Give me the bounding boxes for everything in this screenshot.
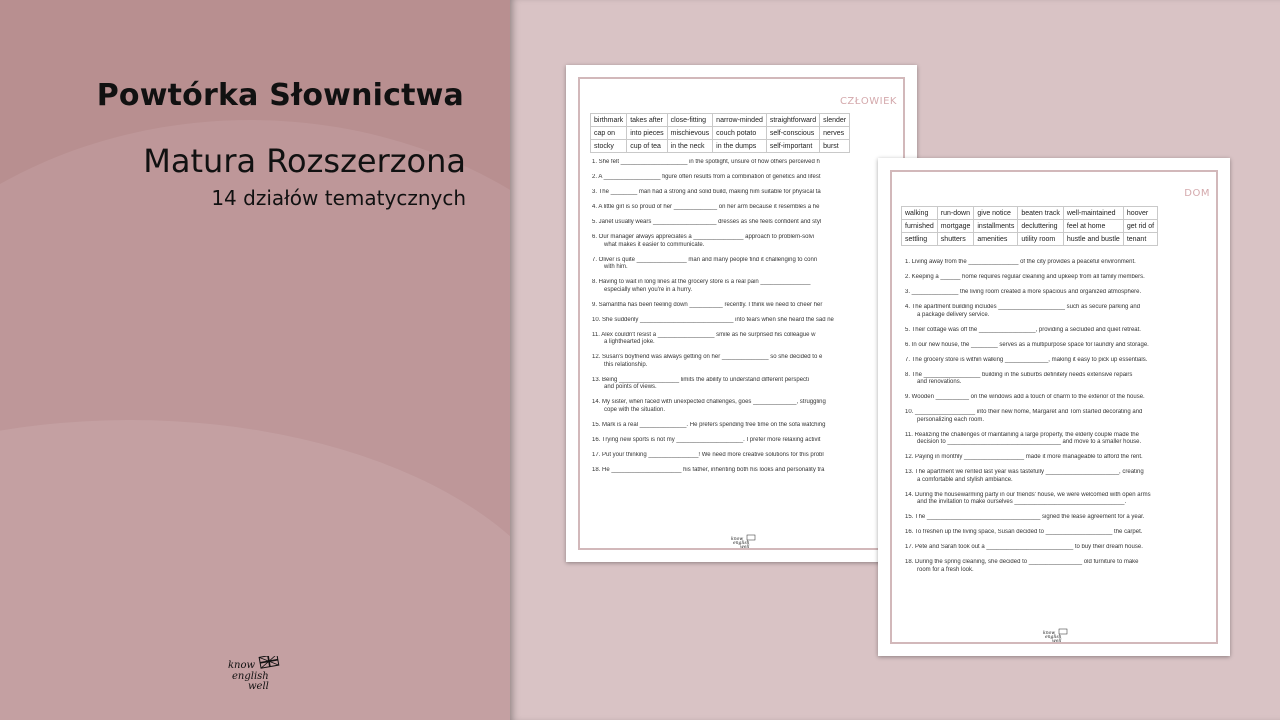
exercise-line: what makes it easier to communicate. (604, 241, 705, 248)
exercise-item (905, 274, 1215, 282)
vocabulary-word: hustle and bustle (1063, 233, 1123, 246)
exercise-item (592, 219, 904, 227)
vocabulary-word: well-maintained (1063, 207, 1123, 220)
exercise-line: and renovations. (917, 379, 962, 385)
vocabulary-word: get rid of (1123, 220, 1157, 233)
exercise-item (905, 454, 1215, 462)
vocabulary-word: decluttering (1018, 220, 1064, 233)
exercise-list (592, 159, 904, 482)
exercise-line: room for a fresh look. (917, 566, 974, 573)
exercise-item (592, 332, 904, 347)
page-title: Powtórka Słownictwa (96, 78, 464, 113)
exercise-line: 5. Janet usually wears ___________________ dresses as she feels confident and styl (592, 219, 822, 225)
exercise-line: 17. Put your thinking _______________! We need more creative solutions for this probl (592, 451, 824, 458)
exercise-item (905, 544, 1215, 552)
exercise-item (592, 452, 904, 460)
vocabulary-word: mischievous (667, 127, 713, 140)
exercise-item (905, 304, 1215, 319)
exercise-item (592, 399, 904, 414)
vocabulary-word: close-fitting (667, 114, 713, 127)
exercise-line: 18. During the spring cleaning, she decided to ________________ old furniture to make (905, 559, 1139, 565)
vocabulary-word: stocky (591, 140, 627, 153)
exercise-line: 9. Wooden __________ on the windows add a touch of charm to the exterior of the house. (905, 394, 1145, 400)
svg-text:know: know (228, 660, 256, 671)
exercise-line: 4. A little girl is so proud of her _____________ on her arm because it resembles a he (592, 204, 820, 210)
exercise-item (905, 469, 1215, 484)
svg-text:well: well (1052, 639, 1062, 642)
exercise-line: 18. He _____________________ his father, inheriting both his looks and personality tra (592, 466, 825, 473)
vocabulary-word: utility room (1018, 233, 1064, 246)
exercise-line: 1. Living away from the _______________ of the city provides a peaceful environment. (905, 259, 1136, 265)
exercise-item (905, 357, 1215, 365)
vocabulary-word: into pieces (627, 127, 667, 140)
vocabulary-word: cup of tea (627, 140, 667, 153)
exercise-line: 13. The apartment we rented last year was tastefully ______________________, creating (905, 469, 1144, 475)
vocabulary-table (590, 113, 850, 153)
exercise-line: 15. The __________________________________ signed the lease agreement for a year. (905, 514, 1145, 520)
page-tagline: 14 działów tematycznych (211, 186, 466, 210)
exercise-item (905, 432, 1215, 447)
exercise-line: 17. Pete and Sarah took out a __________________________ to buy their dream house. (905, 544, 1143, 550)
exercise-line: 2. Keeping a ______ home requires regular cleaning and upkeep from all family members. (905, 274, 1145, 280)
exercise-line: 16. To freshen up the living space, Susan decided to ____________________ the carpet. (905, 529, 1143, 535)
vocabulary-word: in the neck (667, 140, 713, 153)
exercise-line: 2. A _________________ figure often results from a combination of genetics and lifest (592, 174, 821, 180)
exercise-line: 1. She felt ____________________ in the spotlight, unsure of how others perceived h (592, 159, 820, 165)
exercise-line: and the invitation to make ourselves _________________________________. (917, 499, 1127, 505)
vocabulary-row (902, 233, 1158, 246)
exercise-list (905, 259, 1215, 582)
svg-text:know: know (731, 537, 744, 542)
vocabulary-word: in the dumps (713, 140, 767, 153)
exercise-item (592, 354, 904, 369)
exercise-item (905, 409, 1215, 424)
vocabulary-word: tenant (1123, 233, 1157, 246)
worksheet-title: CZŁOWIEK (839, 96, 897, 107)
exercise-line: 6. In our new house, the ________ serves as a multipurpose space for laundry and storage. (905, 341, 1149, 348)
worksheet-title: DOM (1184, 188, 1210, 199)
exercise-line: decision to __________________________________ and move to a smaller house. (917, 439, 1142, 445)
exercise-line: 3. ______________ the living room created a more spacious and organized atmosphere. (905, 289, 1142, 295)
exercise-line: a comfortable and stylish ambiance. (917, 476, 1013, 483)
exercise-item (905, 529, 1215, 537)
worksheet-czlowiek (566, 65, 917, 562)
vocabulary-word: installments (974, 220, 1018, 233)
vocabulary-row (591, 127, 850, 140)
exercise-line: 13. Being __________________ limits the ability to understand different perspecti (592, 376, 810, 383)
vocabulary-row (902, 220, 1158, 233)
exercise-item (592, 437, 904, 445)
exercise-item (592, 422, 904, 430)
exercise-item (905, 259, 1215, 267)
exercise-line: 4. The apartment building includes ____________________ such as secure parking and (905, 304, 1141, 310)
exercise-line: 8. Having to wait in long lines at the grocery store is a real pain _______________ (592, 279, 811, 285)
vocabulary-word: shutters (937, 233, 974, 246)
exercise-item (592, 234, 904, 249)
exercise-item (592, 189, 904, 197)
svg-text:well: well (740, 545, 750, 548)
exercise-line: 10. __________________ into their new home, Margaret and Tom started decorating and (905, 409, 1143, 415)
exercise-line: 14. My sister, when faced with unexpected challenges, goes _____________, struggling (592, 399, 826, 405)
exercise-line: this relationship. (604, 361, 648, 368)
exercise-line: cope with the situation. (604, 406, 666, 413)
exercise-line: 5. Their cottage was off the _________________, providing a secluded and quiet retreat. (905, 326, 1141, 333)
exercise-item (905, 394, 1215, 402)
exercise-line: 7. The grocery store is within walking _____________, making it easy to pick up essentials. (905, 356, 1148, 363)
exercise-line: 11. Realizing the challenges of maintaining a large property, the elderly couple made the (905, 431, 1139, 438)
vocabulary-word: slender (820, 114, 850, 127)
exercise-item (592, 467, 904, 475)
exercise-line: with him. (604, 264, 628, 270)
exercise-item (592, 317, 904, 325)
vocabulary-word: self-important (766, 140, 819, 153)
vocabulary-word: cap on (591, 127, 627, 140)
vocabulary-word: give notice (974, 207, 1018, 220)
exercise-line: 14. During the housewarming party in our friends' house, we were welcomed with open arms (905, 491, 1151, 498)
svg-text:english: english (1045, 635, 1062, 640)
exercise-line: 9. Samantha has been feeling down __________ recently. I think we need to cheer her (592, 301, 823, 308)
exercise-item (905, 342, 1215, 350)
exercise-line: 12. Susan's boyfriend was always getting on her ______________ so she decided to e (592, 354, 823, 360)
vocabulary-word: hoover (1123, 207, 1157, 220)
vocabulary-word: self-conscious (766, 127, 819, 140)
svg-text:know: know (1043, 631, 1056, 636)
exercise-line: 12. Paying in monthly __________________ made it more manageable to afford the rent. (905, 454, 1143, 460)
exercise-line: 15. Mark is a real ______________. He prefers spending free time on the sofa watching (592, 421, 826, 428)
vocabulary-word: burst (820, 140, 850, 153)
exercise-line: 7. Oliver is quite _______________ man and many people find it challenging to conn (592, 256, 818, 263)
exercise-line: 3. The ________ man had a strong and solid build, making him suitable for physical ta (592, 189, 821, 195)
exercise-item (592, 279, 904, 294)
know-english-well-logo (1042, 628, 1068, 642)
exercise-item (592, 377, 904, 392)
vocabulary-word: nerves (820, 127, 850, 140)
vocabulary-word: settling (902, 233, 938, 246)
vocabulary-word: narrow-minded (713, 114, 767, 127)
exercise-item (905, 514, 1215, 522)
page-subtitle: Matura Rozszerzona (143, 142, 466, 180)
vocabulary-word: straightforward (766, 114, 819, 127)
exercise-line: personalizing each room. (917, 416, 985, 423)
exercise-item (905, 327, 1215, 335)
vocabulary-word: run-down (937, 207, 974, 220)
exercise-line: a package delivery service. (917, 311, 990, 318)
svg-text:well: well (248, 681, 269, 692)
exercise-item (592, 204, 904, 212)
vocabulary-word: amenities (974, 233, 1018, 246)
vocabulary-word: beaten track (1018, 207, 1064, 220)
exercise-line: 6. Our manager always appreciates a _______________ approach to problem-solvi (592, 234, 815, 240)
exercise-line: a lighthearted joke. (604, 339, 655, 345)
exercise-item (905, 559, 1215, 574)
know-english-well-logo (226, 656, 288, 692)
exercise-line: 8. The _________________ building in the suburbs definitely needs extensive repairs (905, 371, 1133, 378)
vocabulary-table (901, 206, 1158, 246)
exercise-item (592, 302, 904, 310)
svg-text:english: english (232, 671, 269, 682)
exercise-item (905, 372, 1215, 387)
vocabulary-word: birthmark (591, 114, 627, 127)
svg-text:english: english (733, 541, 750, 546)
exercise-item (592, 174, 904, 182)
vocabulary-row (591, 114, 850, 127)
vocabulary-word: feel at home (1063, 220, 1123, 233)
vocabulary-word: walking (902, 207, 938, 220)
vocabulary-word: couch potato (713, 127, 767, 140)
exercise-line: 16. Trying new sports is not my ____________________. I prefer more relaxing activit (592, 436, 821, 443)
exercise-line: 11. Alex couldn't resist a _________________ smile as he surprised his colleague w (592, 331, 816, 338)
exercise-line: and points of views. (604, 384, 657, 390)
exercise-line: 10. She suddenly ____________________________ into tears when she heard the sad ne (592, 316, 834, 323)
vocabulary-row (591, 140, 850, 153)
vocabulary-word: takes after (627, 114, 667, 127)
know-english-well-logo (730, 534, 756, 548)
vocabulary-row (902, 207, 1158, 220)
exercise-item (905, 492, 1215, 507)
exercise-line: especially when you're in a hurry. (604, 286, 693, 293)
vocabulary-word: mortgage (937, 220, 974, 233)
exercise-item (592, 159, 904, 167)
vocabulary-word: furnished (902, 220, 938, 233)
exercise-item (592, 257, 904, 272)
worksheet-dom (878, 158, 1230, 656)
exercise-item (905, 289, 1215, 297)
left-panel (0, 0, 510, 720)
